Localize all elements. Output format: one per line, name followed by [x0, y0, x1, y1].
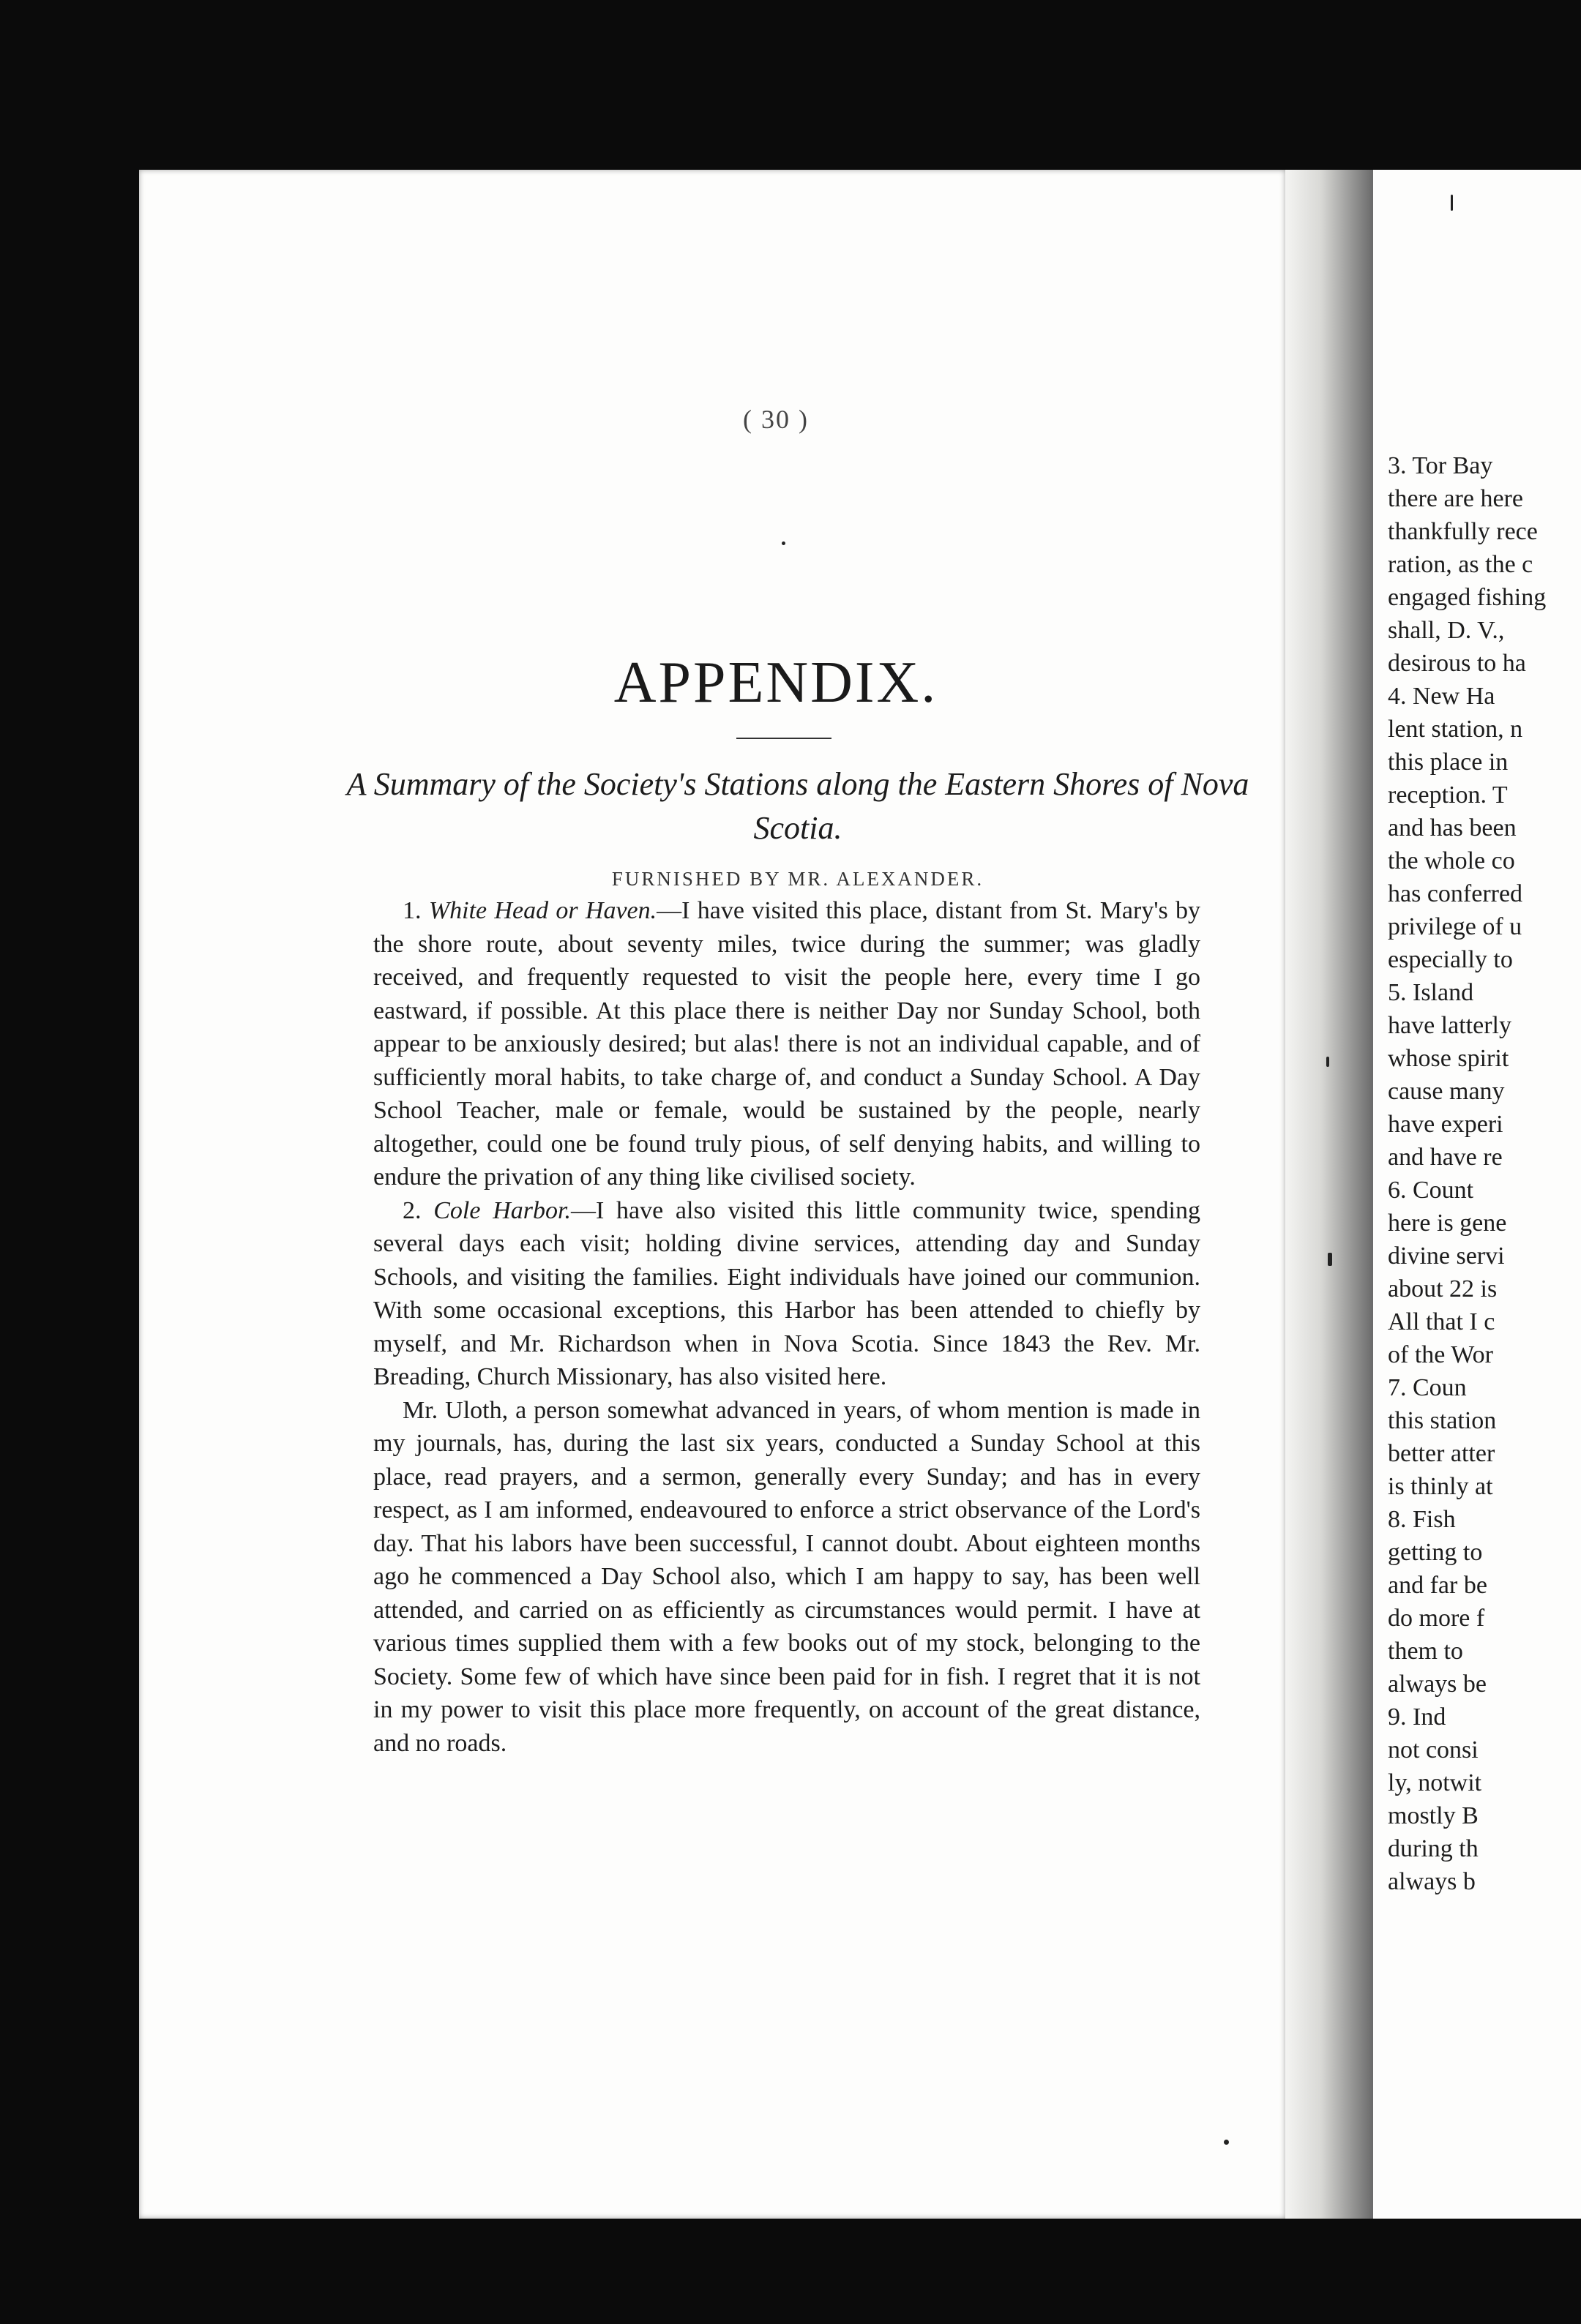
page-title: APPENDIX. [613, 651, 938, 715]
right-page-text [1388, 449, 1581, 1898]
right-page-line: getting to [1388, 1539, 1483, 1566]
dust-speck [1326, 1057, 1329, 1067]
paragraph-heading: White Head or Haven. [428, 897, 657, 924]
right-page-line: 8. Fish [1388, 1506, 1456, 1533]
right-page-line: 6. Count [1388, 1177, 1474, 1204]
right-page-line: mostly B [1388, 1802, 1479, 1829]
title-rule [736, 738, 831, 739]
right-page-line: this place in [1388, 749, 1509, 776]
paragraph-1 [373, 894, 1200, 1194]
right-page-line: always be [1388, 1671, 1487, 1698]
paragraph-text: —I have visited this place, distant from St. Mary's by the shore route, about seventy miles, twice during the summer; was gladly received, and frequently requested to visit the people here, every time I go eastward, if possible. At this place there is neither Day nor Sunday School, both appear to be anxiously desired; but alas! there is not an individual capable, and of sufficiently moral habits, to take charge of, and conduct a Sunday School. A Day School Teacher, male or female, would be sustained by the people, nearly altogether, could one be found truly pious, of self denying habits, and willing to endure the privation of any thing like civilised society. [373, 897, 1201, 1191]
right-page-line: always b [1388, 1868, 1476, 1895]
right-page-line: has conferred [1388, 880, 1523, 907]
right-page-line: do more f [1388, 1605, 1485, 1632]
right-page-line: better atter [1388, 1440, 1495, 1467]
right-page-line: and have re [1388, 1144, 1503, 1171]
right-page-line: divine servi [1388, 1242, 1505, 1270]
right-page-line: thankfully rece [1388, 518, 1538, 545]
right-page-line: here is gene [1388, 1210, 1507, 1237]
paragraph-heading: Cole Harbor. [433, 1196, 571, 1224]
right-page-line: not consi [1388, 1736, 1479, 1763]
paragraph-text: Mr. Uloth, a person somewhat advanced in years, of whom mention is made in my journals, has, during the last six years, conducted a Sunday School at this place, read prayers, and a sermon, generally every Sunday; and has in every respect, as I am informed, endeavoured to enforce a strict observance of the Lord's day. That his labors have been successful, I cannot doubt. About eighteen months ago he commenced a Day School also, which I am happy to say, has been well attended, and carried on as efficiently as circumstances would permit. I have at various times supplied them with a few books out of my stock, belonging to the Society. Some few of which have since been paid for in fish. I regret that it is not in my power to visit this place more frequently, on account of the great distance, and no roads. [373, 1396, 1200, 1757]
right-page-line: cause many [1388, 1078, 1505, 1105]
furnished-by-line: FURNISHED BY MR. ALEXANDER. [611, 868, 984, 890]
right-page-line: especially to [1388, 946, 1513, 973]
right-page-line: lent station, n [1388, 716, 1523, 743]
right-page-line: the whole co [1388, 847, 1515, 874]
right-page-line: during th [1388, 1835, 1479, 1862]
right-page-line: 9. Ind [1388, 1703, 1446, 1731]
right-page-line: ration, as the c [1388, 551, 1533, 578]
right-page-line: 5. Island [1388, 979, 1474, 1006]
right-page-line: privilege of u [1388, 913, 1522, 940]
right-page-line: of the Wor [1388, 1341, 1493, 1368]
right-page-line: 3. Tor Bay [1388, 452, 1493, 479]
book-gutter [1285, 170, 1373, 2219]
right-page-line: them to [1388, 1638, 1463, 1665]
paragraph-2 [373, 1194, 1200, 1394]
right-page-line: have latterly [1388, 1012, 1511, 1039]
right-page-line: ly, notwit [1388, 1769, 1482, 1796]
body-text [373, 894, 1200, 1760]
dust-speck [1224, 2140, 1229, 2145]
right-page-line: engaged fishing [1388, 584, 1547, 611]
right-page-line: desirous to ha [1388, 650, 1526, 677]
dust-speck [1328, 1253, 1332, 1266]
paragraph-text: —I have also visited this little community twice, spending several days each visit; holding divine services, attending day and Sunday Schools, and visiting the families. Eight individuals have joined our communion. With some occasional exceptions, this Harbor has been attended to chiefly by myself, and Mr. Richardson when in Nova Scotia. Since 1843 the Rev. Mr. Breading, Church Missionary, has also visited here. [373, 1196, 1201, 1390]
right-page-line: reception. T [1388, 781, 1508, 809]
right-page-line: about 22 is [1388, 1275, 1498, 1302]
right-page-line: is thinly at [1388, 1473, 1493, 1500]
dust-speck [782, 541, 785, 545]
subtitle: A Summary of the Society's Stations along the Eastern Shores of Nova Scotia. [346, 766, 1249, 846]
right-page-line: there are here [1388, 485, 1523, 512]
right-page-line: shall, D. V., [1388, 617, 1505, 644]
right-page-line: All that I c [1388, 1308, 1495, 1335]
paragraph-3 [373, 1394, 1200, 1761]
right-page-line: this station [1388, 1407, 1497, 1434]
right-page-line: and far be [1388, 1572, 1487, 1599]
right-page-line: whose spirit [1388, 1045, 1509, 1072]
paragraph-number: 2. [403, 1196, 422, 1224]
right-page-line: have experi [1388, 1111, 1503, 1138]
right-page-line: 4. New Ha [1388, 683, 1495, 710]
page-number: ( 30 ) [743, 405, 809, 434]
paragraph-number: 1. [403, 897, 422, 924]
right-page-line: and has been [1388, 814, 1517, 841]
right-page-line: 7. Coun [1388, 1374, 1467, 1401]
dust-speck [1451, 195, 1453, 211]
